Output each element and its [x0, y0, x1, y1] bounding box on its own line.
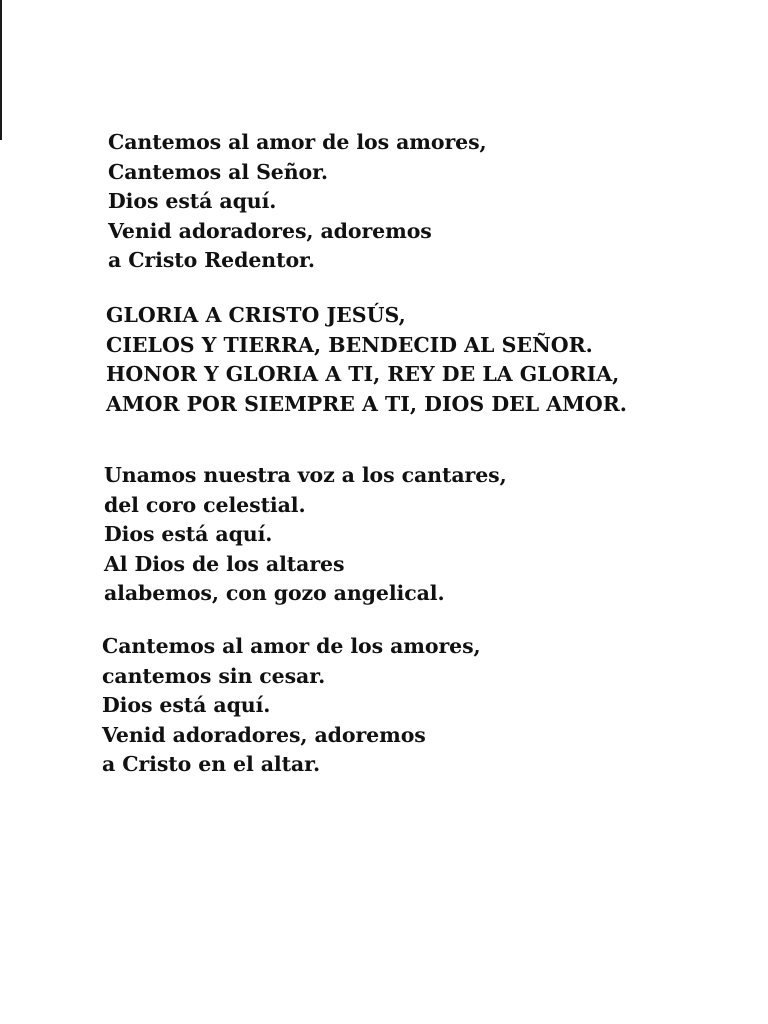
lyric-line: Venid adoradores, adoremos [108, 218, 432, 243]
chorus-line: AMOR POR SIEMPRE A TI, DIOS DEL AMOR. [106, 391, 627, 416]
lyric-line: Dios está aquí. [104, 522, 273, 546]
lyric-line: Al Dios de los altares [104, 551, 345, 576]
chorus [106, 301, 627, 419]
lyric-line: Cantemos al amor de los amores, [108, 130, 487, 154]
lyric-line: del coro celestial. [104, 492, 306, 517]
lyric-line: Venid adoradores, adoremos [102, 722, 426, 747]
stanza-3 [104, 461, 507, 609]
lyric-line: Dios está aquí. [102, 693, 271, 717]
lyric-line: Cantemos al Señor. [108, 159, 328, 184]
chorus-line: CIELOS Y TIERRA, BENDECID AL SEÑOR. [106, 332, 593, 357]
lyric-line: Dios está aquí. [108, 189, 277, 213]
lyric-line: Unamos nuestra voz a los cantares, [104, 463, 507, 487]
lyric-line: alabemos, con gozo angelical. [104, 581, 445, 605]
stanza-4 [102, 632, 481, 780]
lyric-line: cantemos sin cesar. [102, 663, 326, 688]
lyric-line: Cantemos al amor de los amores, [102, 634, 481, 658]
stanza-1 [108, 128, 487, 276]
lyric-line: a Cristo Redentor. [108, 248, 315, 272]
lyric-line: a Cristo en el altar. [102, 752, 320, 776]
chorus-line: HONOR Y GLORIA A TI, REY DE LA GLORIA, [106, 362, 620, 386]
chorus-line: GLORIA A CRISTO JESÚS, [106, 303, 406, 327]
